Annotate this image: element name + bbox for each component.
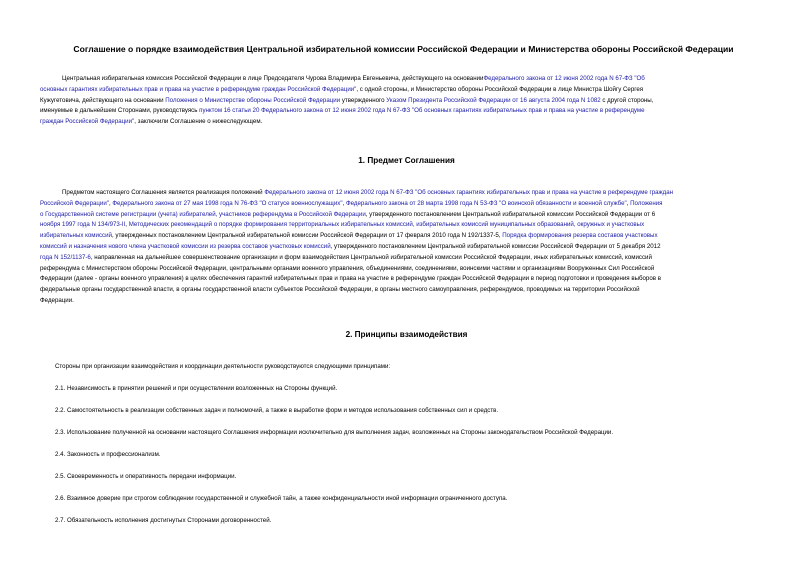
document-link[interactable]: основных гарантиях избирательных прав и права на участие в референдуме граждан Российской Федерации" bbox=[40, 85, 357, 93]
document-link[interactable]: Положения о Министерстве обороны Российской Федерации bbox=[165, 96, 341, 104]
paragraph-text: Федерации. bbox=[40, 296, 74, 304]
paragraph-line bbox=[40, 210, 773, 221]
paragraph-text: Центральная избирательная комиссия Российской Федерации в лице Председателя Чурова Владимира Евгеньевича, действующего на основании bbox=[62, 75, 484, 82]
document-link[interactable]: избирательных комиссий bbox=[40, 232, 112, 240]
principle-2-5: 2.5. Своевременность и оперативность передачи информации. bbox=[55, 473, 237, 480]
paragraph-line bbox=[40, 96, 773, 107]
paragraph-line bbox=[40, 231, 773, 242]
paragraph-line bbox=[40, 85, 773, 96]
paragraph-line bbox=[40, 106, 773, 117]
paragraph-line bbox=[40, 285, 773, 296]
paragraph-text: , bbox=[125, 221, 129, 229]
section-1-title: 1. Предмет Соглашения bbox=[358, 156, 455, 165]
document-link[interactable]: Порядка формирования резерва составов участковых bbox=[502, 232, 658, 240]
document-link[interactable]: Методических рекомендаций о порядке формирования территориальных избирательных комиссий, избирательных комиссий муниципальных образований, окружных и участковых bbox=[128, 221, 645, 229]
section-2-title: 2. Принципы взаимодействия bbox=[345, 330, 468, 339]
principles-intro: Стороны при организации взаимодействия и координации деятельности руководствуются следующими принципами: bbox=[55, 363, 391, 370]
paragraph-line bbox=[40, 117, 773, 128]
section-1-paragraph bbox=[40, 188, 773, 307]
principle-2-3: 2.3. Использование полученной на основании настоящего Соглашения информации исключительно для выполнения задач, возложенных на Стороны законодательством Российской Федерации. bbox=[55, 429, 614, 436]
paragraph-text: , bbox=[626, 199, 631, 207]
paragraph-text: именуемые в дальнейшем Сторонами, руководствуясь bbox=[40, 107, 200, 115]
paragraph-text: , утвержденного постановлением Центральной избирательной комиссии Российской Федерации от 6 bbox=[365, 210, 656, 218]
paragraph-text: утвержденного bbox=[340, 96, 387, 104]
paragraph-text: с другой стороны, bbox=[600, 96, 654, 104]
paragraph-line bbox=[40, 264, 773, 275]
document-link[interactable]: Положения bbox=[630, 199, 663, 207]
document-link[interactable]: Российской Федерации" bbox=[40, 199, 109, 207]
document-link[interactable]: Указом Президента Российской Федерации от 16 августа 2004 года N 1082 bbox=[386, 96, 601, 104]
document-link[interactable]: о Государственной системе регистрации (учета) избирателей, участников референдума в Российской Федерации bbox=[40, 210, 366, 218]
paragraph-line bbox=[40, 188, 773, 199]
paragraph-text: , утвержденных постановлением Центральной избирательной комиссии Российской Федерации от 17 февраля 2010 года N 192/1337-5, bbox=[111, 232, 503, 240]
paragraph-text: , заключили Соглашение о нижеследующем. bbox=[134, 118, 263, 126]
paragraph-line bbox=[40, 74, 773, 85]
document-link[interactable]: Федерального закона от 28 марта 1998 года N 53-ФЗ "О воинской обязанности и военной службе" bbox=[345, 199, 627, 207]
document-link[interactable]: года N 152/1137-6 bbox=[40, 253, 91, 261]
document-title: Соглашение о порядке взаимодействия Центральной избирательной комиссии Российской Федерации и Министерства обороны Российской Федерации bbox=[73, 44, 734, 54]
principle-2-7: 2.7. Обязательность исполнения достигнутых Сторонами договоренностей. bbox=[55, 517, 272, 524]
paragraph-line bbox=[40, 242, 773, 253]
principle-2-4: 2.4. Законность и профессионализм. bbox=[55, 451, 161, 458]
document-link[interactable]: Федерального закона от 27 мая 1998 года N 76-ФЗ "О статусе военнослужащих" bbox=[112, 199, 343, 207]
paragraph-text: , bbox=[342, 199, 346, 207]
document-link[interactable]: Федерального закона от 12 июня 2002 года N 67-ФЗ "Об bbox=[483, 75, 645, 82]
paragraph-text: Федерации (далее - органы военного управления) в целях обеспечения гарантий избирательных прав и права на участие в референдуме граждан Российской Федерации в период подготовки и проведения выборов в bbox=[40, 275, 661, 283]
principle-2-1: 2.1. Независимость в принятии решений и при осуществлении возложенных на Стороны функций. bbox=[55, 385, 338, 392]
paragraph-text: , с одной стороны, и Министерство обороны Российской Федерации в лице Министра Шойгу Сергея bbox=[356, 85, 644, 93]
intro-paragraph bbox=[40, 74, 773, 128]
principle-2-2: 2.2. Самостоятельность в реализации собственных задач и полномочий, а также в выработке форм и методов использования собственных сил и средств. bbox=[55, 407, 499, 414]
paragraph-text: Кужугетовича, действующего на основании bbox=[40, 96, 166, 104]
paragraph-line bbox=[40, 199, 773, 210]
document-link[interactable]: граждан Российской Федерации" bbox=[40, 118, 135, 126]
document-link[interactable]: ноября 1997 года N 134/973-II bbox=[40, 221, 126, 229]
paragraph-line bbox=[40, 253, 773, 264]
paragraph-line bbox=[40, 274, 773, 285]
paragraph-text: , утвержденного постановлением Центральной избирательной комиссии Российской Федерации от 5 декабря 2012 bbox=[330, 242, 661, 250]
paragraph-line bbox=[40, 296, 773, 307]
document-link[interactable]: комиссий и назначения нового члена участковой комиссии из резерва составов участковых комиссий bbox=[40, 242, 331, 250]
paragraph-text: Предметом настоящего Соглашения является реализация положений bbox=[62, 189, 265, 196]
principle-2-6: 2.6. Взаимное доверие при строгом соблюдении государственной и служебной тайн, а также конфиденциальности иной информации ограниченного доступа. bbox=[55, 495, 508, 502]
paragraph-line bbox=[40, 220, 773, 231]
document-link[interactable]: пунктом 16 статьи 20 Федерального закона от 12 июня 2002 года N 67-ФЗ "Об основных гарантиях избирательных прав и права на участие в референдуме bbox=[199, 107, 645, 115]
paragraph-text: , направленная на дальнейшее совершенствование организации и форм взаимодействия Центральной избирательной комиссии Российской Федерации, иных избирательных комиссий, комиссий bbox=[90, 253, 652, 261]
paragraph-text: референдума с Министерством обороны Российской Федерации, центральными органами военного управления, объединениями, соединениями, воинскими частями и организациями Вооруженных Сил Российской bbox=[40, 264, 655, 272]
paragraph-text: , bbox=[108, 199, 113, 207]
paragraph-text: федеральные органы государственной власти, в органы государственной власти субъектов Российской Федерации, в органы местного самоуправления, референдумов, проводимых на территории Российской bbox=[40, 286, 640, 294]
document-link[interactable]: Федерального закона от 12 июня 2002 года N 67-ФЗ "Об основных гарантиях избирательных прав и права на участие в референдуме граждан bbox=[264, 189, 674, 196]
